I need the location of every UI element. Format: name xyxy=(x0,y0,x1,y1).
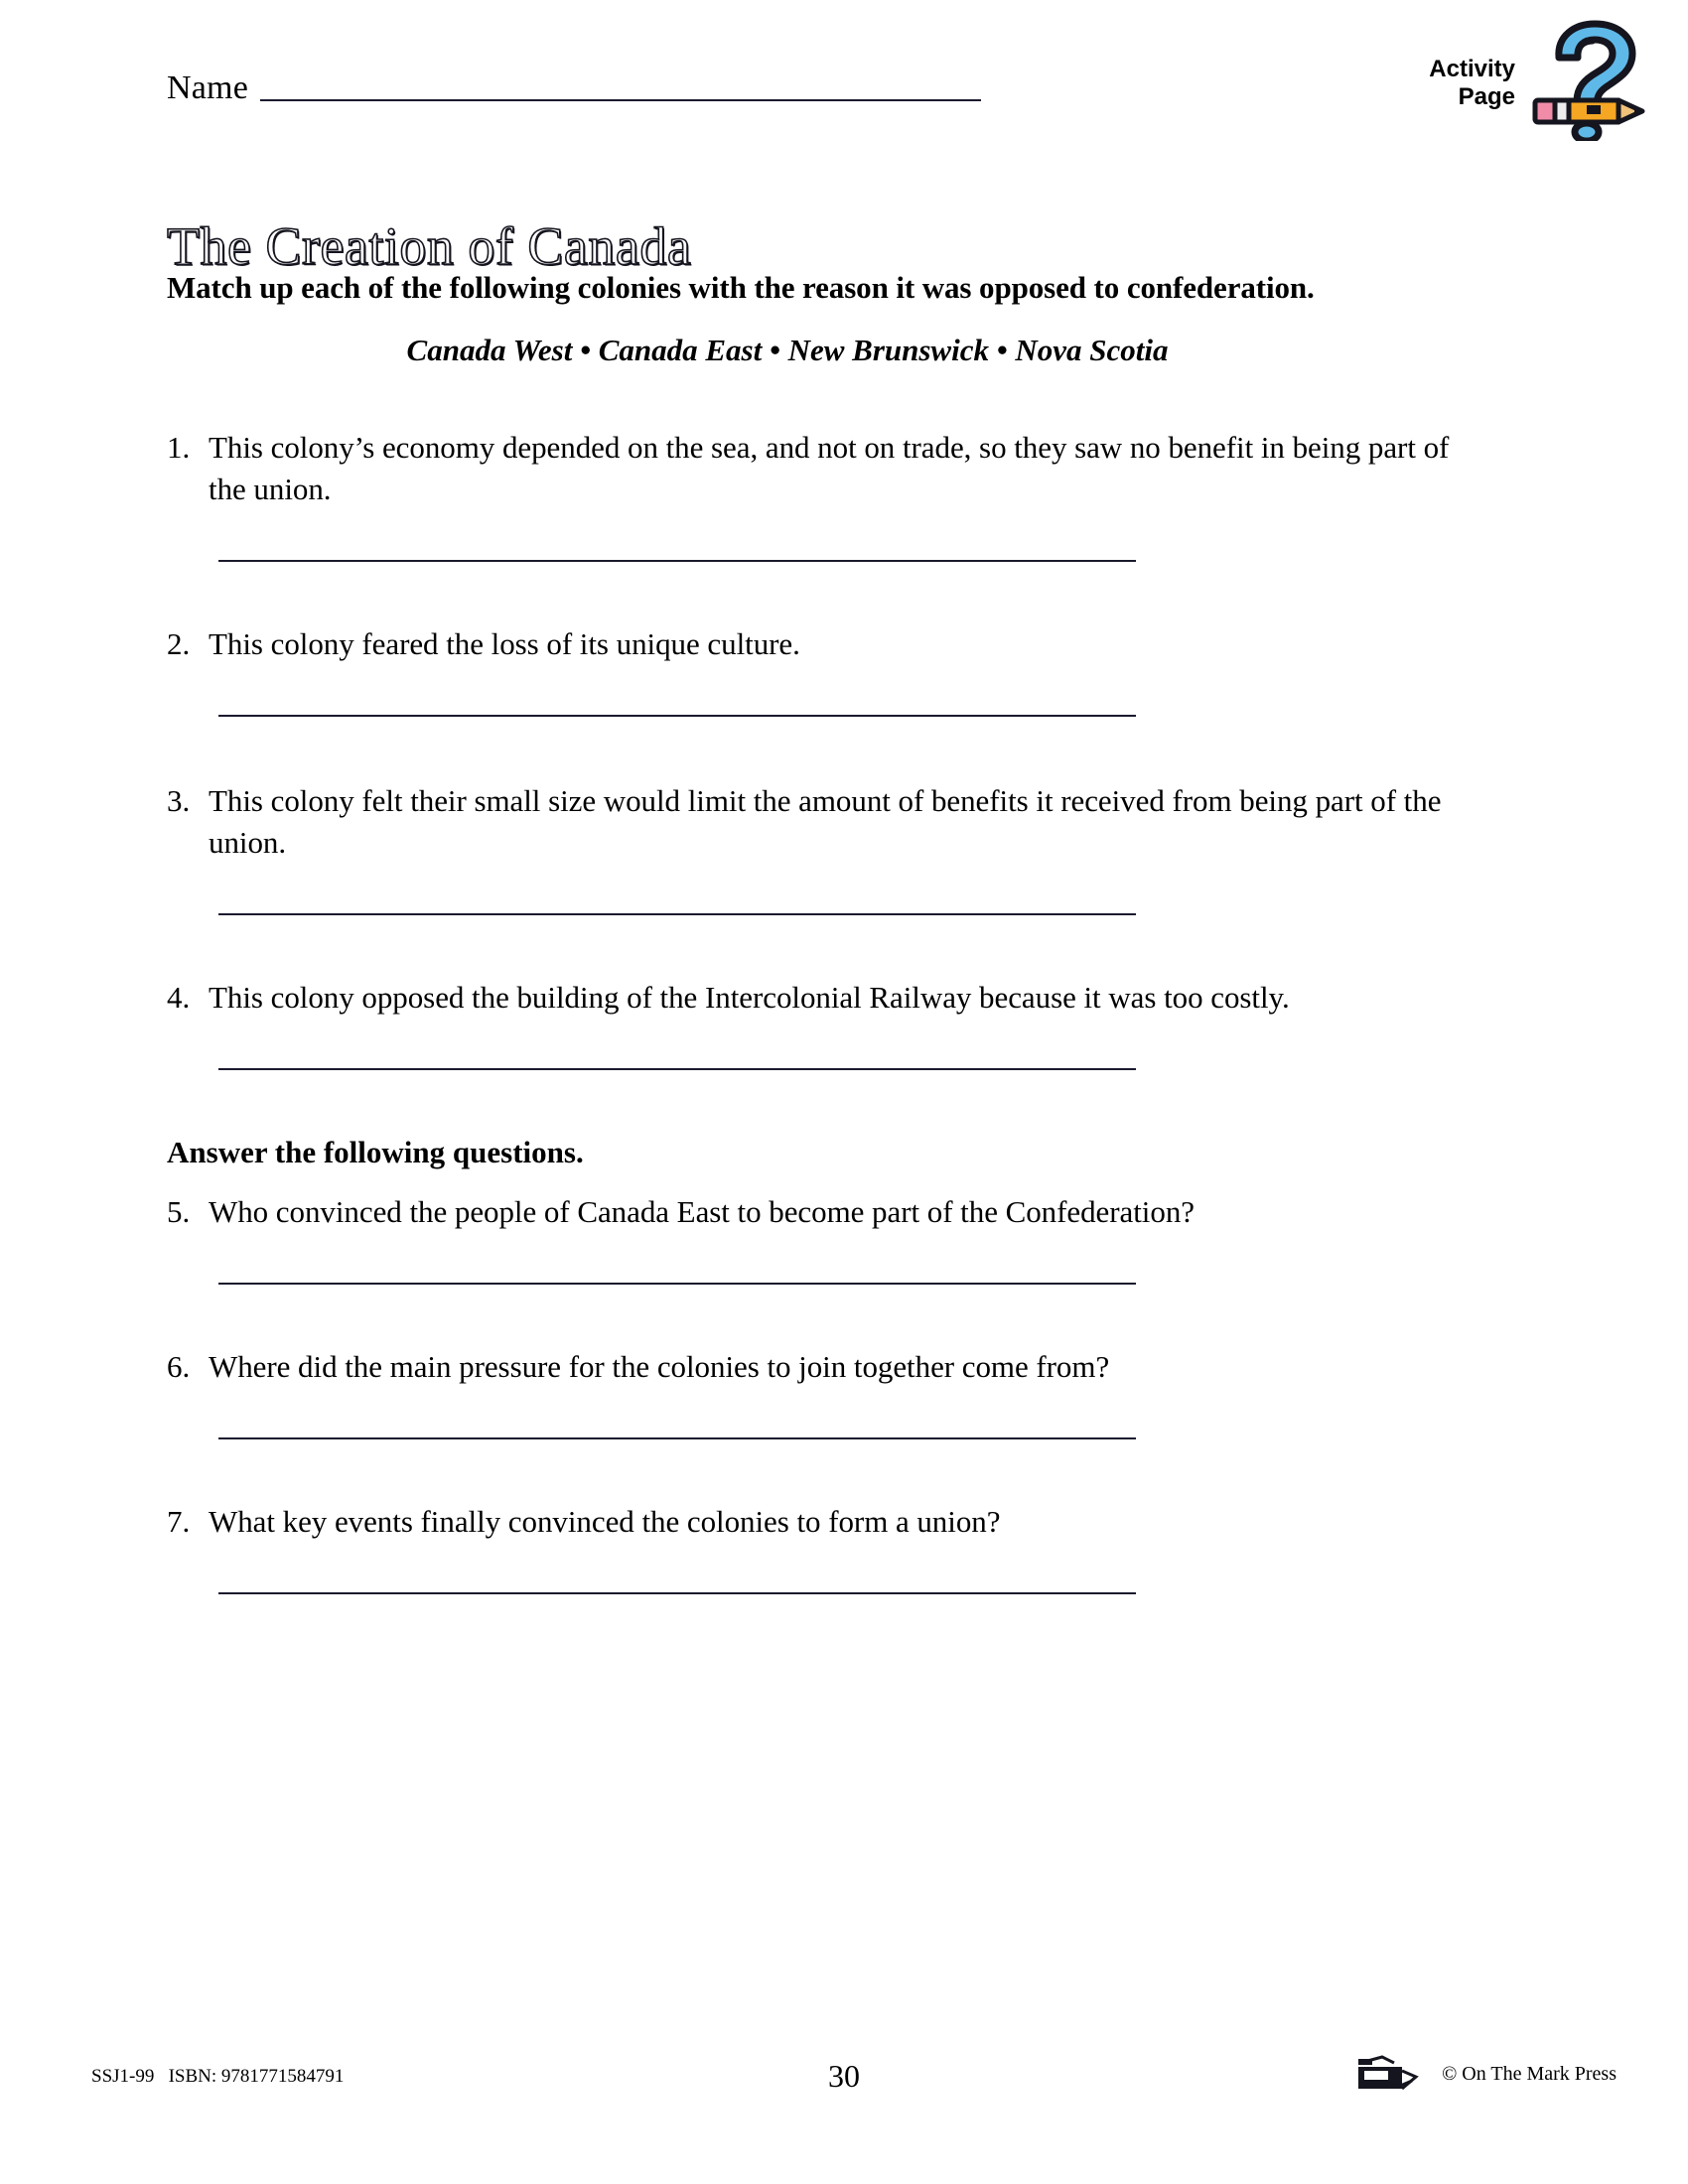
question-text: This colony’s economy depended on the sea, and not on trade, so they saw no benefit in being part of the union. xyxy=(209,430,1450,506)
question-item xyxy=(167,623,1468,717)
question-row xyxy=(167,623,1468,665)
question-item xyxy=(167,1191,1468,1285)
question-number: 3. xyxy=(167,783,191,818)
answer-line[interactable] xyxy=(218,1283,1136,1285)
question-row xyxy=(167,1501,1468,1543)
question-number: 4. xyxy=(167,980,191,1015)
question-number: 1. xyxy=(167,430,191,465)
name-label: Name xyxy=(167,69,248,106)
matching-instruction: Match up each of the following colonies with the reason it was opposed to confederation. xyxy=(167,270,1315,305)
question-item xyxy=(167,1501,1468,1594)
question-number: 7. xyxy=(167,1504,191,1539)
name-write-in-line[interactable] xyxy=(260,99,981,101)
question-number: 2. xyxy=(167,626,191,661)
page-footer xyxy=(0,2059,1688,2099)
footer-code-isbn: SSJ1-99 ISBN: 9781771584791 xyxy=(91,2066,345,2087)
question-mark-pencil-icon xyxy=(1521,18,1646,141)
answer-section-heading: Answer the following questions. xyxy=(167,1135,584,1169)
question-item xyxy=(167,427,1468,562)
footer-credit-text: © On The Mark Press xyxy=(1442,2063,1617,2085)
question-text: What key events finally convinced the colonies to form a union? xyxy=(209,1504,1001,1539)
activity-page-label-line1: Activity xyxy=(1429,56,1515,82)
colony-word-bank: Canada West • Canada East • New Brunswick • Nova Scotia xyxy=(406,333,1169,367)
question-text: Who convinced the people of Canada East to become part of the Confederation? xyxy=(209,1194,1195,1229)
answer-line[interactable] xyxy=(218,715,1136,717)
activity-page-label xyxy=(1429,18,1515,111)
activity-page-badge xyxy=(1429,18,1646,141)
question-row xyxy=(167,1191,1468,1233)
answer-line[interactable] xyxy=(218,1437,1136,1439)
question-item xyxy=(167,780,1468,915)
page-number: 30 xyxy=(828,2058,860,2094)
question-item xyxy=(167,1346,1468,1439)
answer-line[interactable] xyxy=(218,1068,1136,1070)
questions-container xyxy=(167,427,1468,1594)
question-row xyxy=(167,780,1468,864)
footer-credit-group xyxy=(1354,2051,1617,2097)
printing-press-icon xyxy=(1354,2051,1430,2097)
answer-line[interactable] xyxy=(218,1592,1136,1594)
question-text: This colony felt their small size would limit the amount of benefits it received from being part of the union. xyxy=(209,783,1442,860)
question-item xyxy=(167,977,1468,1070)
name-field-row xyxy=(167,71,981,105)
question-text: Where did the main pressure for the colonies to join together come from? xyxy=(209,1349,1110,1384)
question-row xyxy=(167,1346,1468,1388)
question-text: This colony opposed the building of the Intercolonial Railway because it was too costly. xyxy=(209,980,1290,1015)
question-number: 6. xyxy=(167,1349,191,1384)
answer-line[interactable] xyxy=(218,560,1136,562)
question-row xyxy=(167,977,1468,1019)
answer-line[interactable] xyxy=(218,913,1136,915)
page-title: The Creation of Canada xyxy=(167,216,692,277)
activity-page-label-line2: Page xyxy=(1458,83,1515,110)
question-text: This colony feared the loss of its unique culture. xyxy=(209,626,800,661)
question-number: 5. xyxy=(167,1194,191,1229)
question-row xyxy=(167,427,1468,510)
